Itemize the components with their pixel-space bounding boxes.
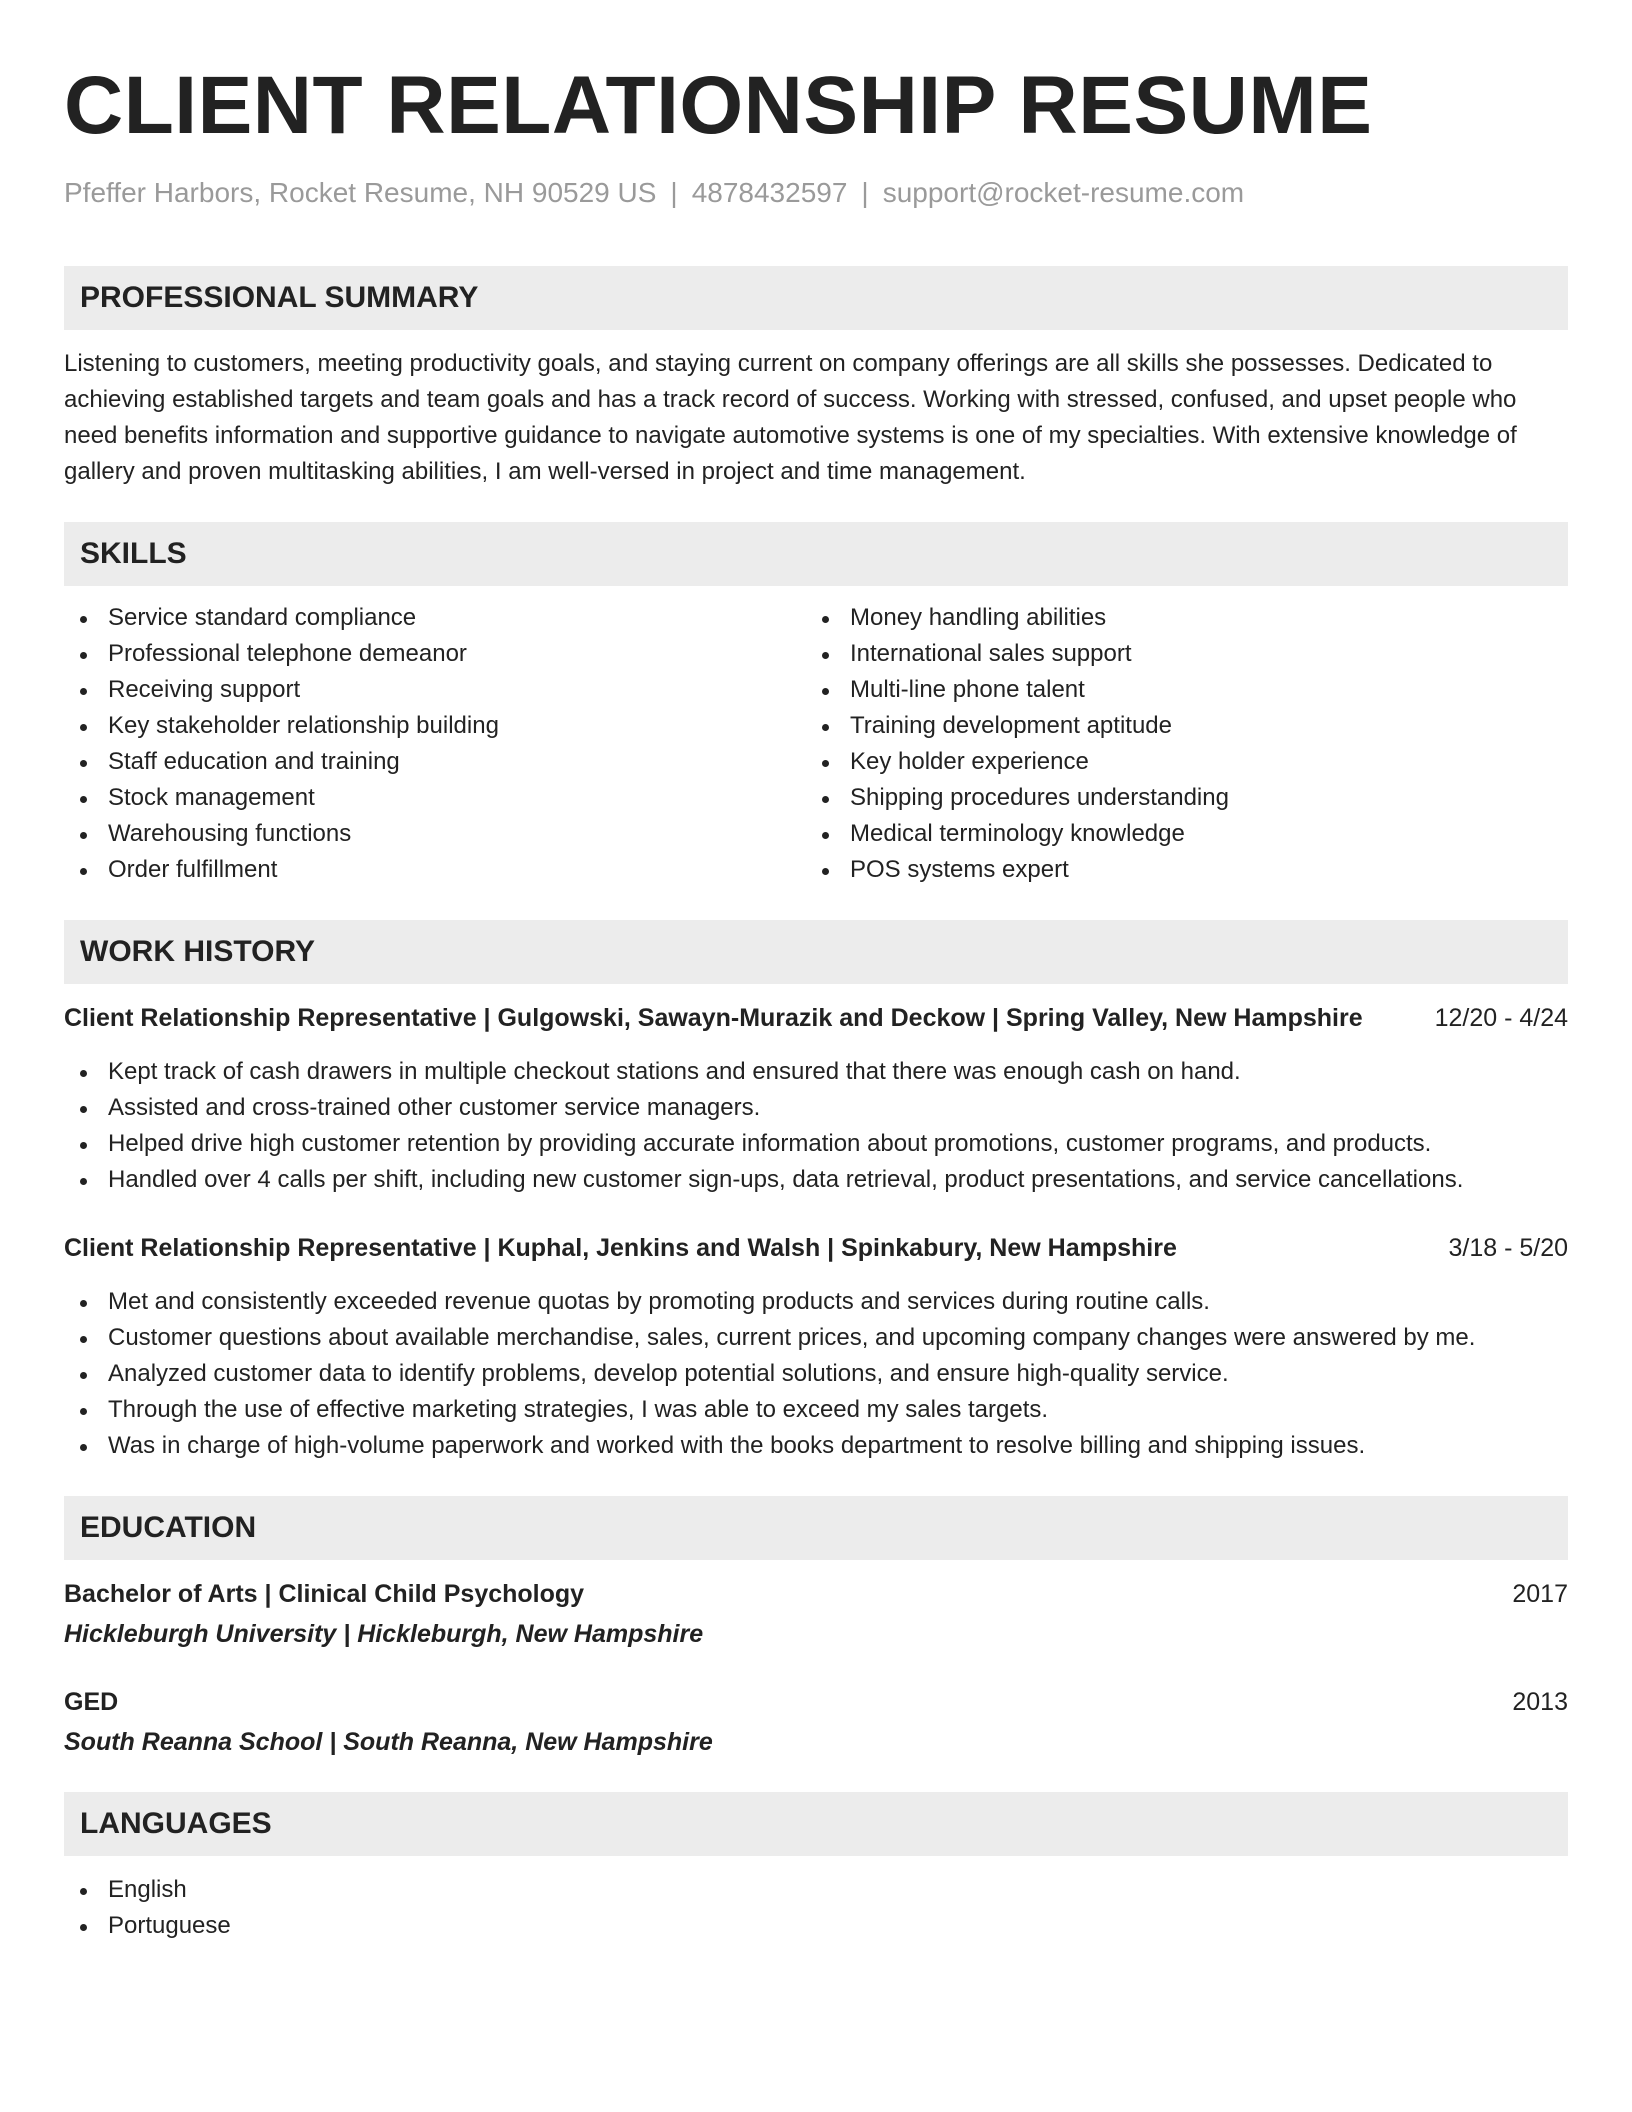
education-school: Hickleburgh University | Hickleburgh, New Hampshire (64, 1620, 704, 1648)
section-heading-work-history: WORK HISTORY (64, 920, 1568, 984)
skill-item: Money handling abilities (806, 600, 1548, 636)
skill-item: International sales support (806, 636, 1548, 672)
skill-item: Key holder experience (806, 744, 1548, 780)
skill-item: Shipping procedures understanding (806, 780, 1548, 816)
skills-column-right (806, 600, 1548, 888)
contact-line (64, 176, 1568, 210)
job-duties (64, 1054, 1568, 1198)
education-degree: GED (64, 1688, 119, 1716)
job-duties (64, 1284, 1568, 1464)
job-duty-item: Helped drive high customer retention by providing accurate information about promotions, customer programs, and products. (64, 1126, 1568, 1162)
skill-item: Service standard compliance (64, 600, 806, 636)
skills-grid (64, 600, 1568, 888)
education-header (64, 1684, 1568, 1720)
skill-item: Professional telephone demeanor (64, 636, 806, 672)
contact-phone: 4878432597 (691, 177, 848, 208)
job-duty-item: Analyzed customer data to identify problems, develop potential solutions, and ensure high-quality service. (64, 1356, 1568, 1392)
language-item: Portuguese (64, 1908, 1568, 1944)
summary-text: Listening to customers, meeting productivity goals, and staying current on company offerings are all skills she possesses. Dedicated to achieving established targets and team goals and has a track record of success. Working with stressed, confused, and upset people who need benefits information and supportive guidance to navigate automotive systems is one of my specialties. With extensive knowledge of gallery and proven multitasking abilities, I am well-versed in project and time management. (64, 350, 1517, 485)
job-duty-item: Was in charge of high-volume paperwork and worked with the books department to resolve billing and shipping issues. (64, 1428, 1568, 1464)
education-school: South Reanna School | South Reanna, New Hampshire (64, 1728, 713, 1756)
skill-item: POS systems expert (806, 852, 1548, 888)
job-duty-item: Assisted and cross-trained other customer service managers. (64, 1090, 1568, 1126)
skill-item: Training development aptitude (806, 708, 1548, 744)
job-duty-item: Handled over 4 calls per shift, including new customer sign-ups, data retrieval, product presentations, and service cancellations. (64, 1162, 1568, 1198)
job-title: Client Relationship Representative | Gulgowski, Sawayn-Murazik and Deckow | Spring Valley, New Hampshire (64, 1004, 1363, 1032)
job-entry (64, 1000, 1568, 1198)
skill-item: Medical terminology knowledge (806, 816, 1548, 852)
job-header (64, 1000, 1568, 1036)
languages-list (64, 1872, 1568, 1944)
skill-item: Multi-line phone talent (806, 672, 1548, 708)
skill-item: Stock management (64, 780, 806, 816)
resume-title: CLIENT RELATIONSHIP RESUME (64, 60, 1373, 151)
skill-item: Receiving support (64, 672, 806, 708)
education-entry (64, 1576, 1568, 1652)
job-dates: 12/20 - 4/24 (1434, 1004, 1568, 1032)
education-year: 2013 (1512, 1688, 1568, 1716)
contact-email: support@rocket-resume.com (882, 177, 1245, 208)
section-heading-education: EDUCATION (64, 1496, 1568, 1560)
skills-column-left (64, 600, 806, 888)
education-entry (64, 1684, 1568, 1760)
education-header (64, 1576, 1568, 1612)
job-dates: 3/18 - 5/20 (1448, 1234, 1568, 1262)
job-entry (64, 1230, 1568, 1464)
contact-separator: | (670, 177, 678, 208)
skill-item: Warehousing functions (64, 816, 806, 852)
job-header (64, 1230, 1568, 1266)
section-heading-summary: PROFESSIONAL SUMMARY (64, 266, 1568, 330)
language-item: English (64, 1872, 1568, 1908)
skill-item: Key stakeholder relationship building (64, 708, 806, 744)
contact-address: Pfeffer Harbors, Rocket Resume, NH 90529 US (64, 177, 657, 208)
skill-item: Order fulfillment (64, 852, 806, 888)
job-duty-item: Customer questions about available merchandise, sales, current prices, and upcoming company changes were answered by me. (64, 1320, 1568, 1356)
skill-item: Staff education and training (64, 744, 806, 780)
job-duty-item: Through the use of effective marketing strategies, I was able to exceed my sales targets. (64, 1392, 1568, 1428)
job-duty-item: Met and consistently exceeded revenue quotas by promoting products and services during routine calls. (64, 1284, 1568, 1320)
section-heading-skills: SKILLS (64, 522, 1568, 586)
section-heading-languages: LANGUAGES (64, 1792, 1568, 1856)
job-title: Client Relationship Representative | Kuphal, Jenkins and Walsh | Spinkabury, New Hampshire (64, 1234, 1177, 1262)
contact-separator: | (861, 177, 869, 208)
education-year: 2017 (1512, 1580, 1568, 1608)
education-degree: Bachelor of Arts | Clinical Child Psychology (64, 1580, 585, 1608)
job-duty-item: Kept track of cash drawers in multiple checkout stations and ensured that there was enough cash on hand. (64, 1054, 1568, 1090)
